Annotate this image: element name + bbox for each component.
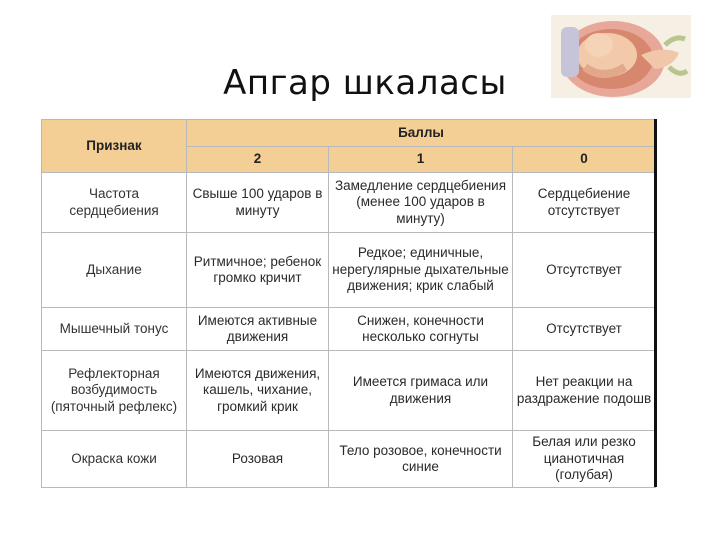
cell-score-0: Отсутствует xyxy=(513,308,656,351)
table-row xyxy=(42,431,656,488)
cell-score-1: Снижен, конечности несколько согнуты xyxy=(329,308,513,351)
cell-score-0: Белая или резко цианотичная (голубая) xyxy=(513,431,656,488)
table-right-border xyxy=(654,119,657,487)
cell-score-2: Имеются движения, кашель, чихание, громкий крик xyxy=(187,351,329,431)
header-scores: Баллы xyxy=(187,120,656,147)
cell-score-1: Имеется гримаса или движения xyxy=(329,351,513,431)
header-score-1: 1 xyxy=(329,147,513,173)
cell-sign: Частота сердцебиения xyxy=(42,173,187,233)
header-score-0: 0 xyxy=(513,147,656,173)
cell-score-0: Нет реакции на раздражение подошв xyxy=(513,351,656,431)
cell-score-2: Имеются активные движения xyxy=(187,308,329,351)
cell-sign: Окраска кожи xyxy=(42,431,187,488)
cell-score-0: Отсутствует xyxy=(513,233,656,308)
cell-score-2: Свыше 100 ударов в минуту xyxy=(187,173,329,233)
cell-score-2: Ритмичное; ребенок громко кричит xyxy=(187,233,329,308)
table-row xyxy=(42,173,656,233)
slide-title: Апгар шкаласы xyxy=(223,62,507,103)
table-row xyxy=(42,233,656,308)
cell-score-2: Розовая xyxy=(187,431,329,488)
header-sign: Признак xyxy=(42,120,187,173)
apgar-score-table xyxy=(41,119,656,488)
cell-score-0: Сердцебиение отсутствует xyxy=(513,173,656,233)
cell-sign: Рефлекторная возбудимость (пяточный рефлекс) xyxy=(42,351,187,431)
cell-sign: Дыхание xyxy=(42,233,187,308)
header-score-2: 2 xyxy=(187,147,329,173)
cell-score-1: Замедление сердцебиения (менее 100 ударов в минуту) xyxy=(329,173,513,233)
cell-score-1: Редкое; единичные, нерегулярные дыхательные движения; крик слабый xyxy=(329,233,513,308)
cell-score-1: Тело розовое, конечности синие xyxy=(329,431,513,488)
table-row xyxy=(42,308,656,351)
cell-sign: Мышечный тонус xyxy=(42,308,187,351)
fetus-in-womb-illustration xyxy=(551,15,691,98)
table-row xyxy=(42,351,656,431)
